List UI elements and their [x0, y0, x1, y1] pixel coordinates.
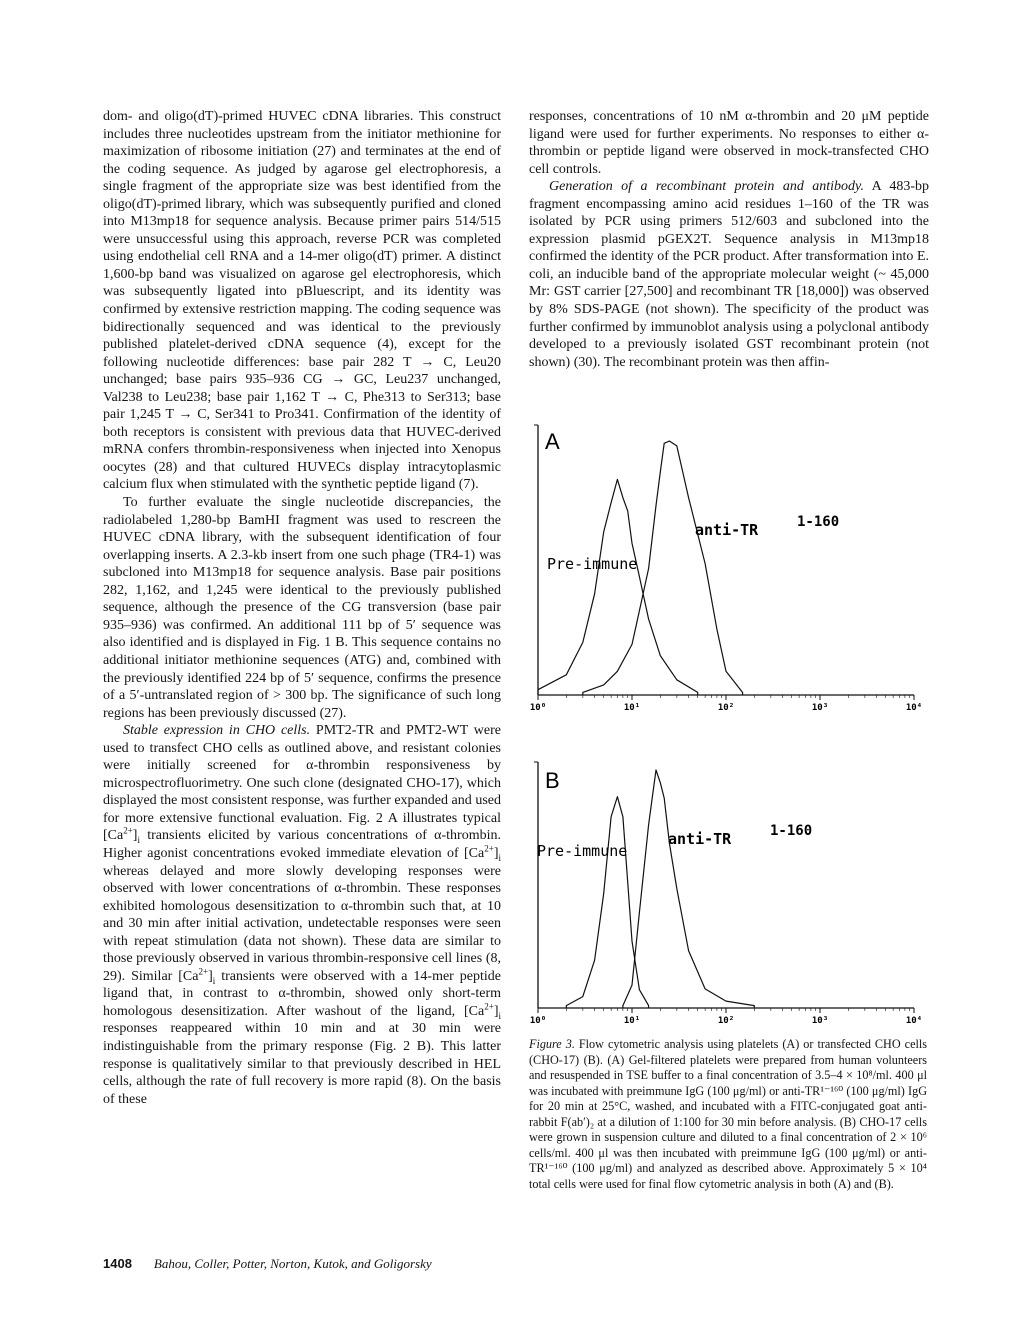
series-line-anti-tr: [623, 770, 754, 1008]
x-tick-label: 10²: [717, 1016, 735, 1026]
x-tick-label: 10⁰: [529, 703, 547, 713]
i-subscript: i: [137, 835, 140, 846]
page-footer: [103, 1256, 432, 1272]
right-column-top: [529, 108, 929, 371]
generation-text: A 483-bp fragment encompassing amino acid residues 1–160 of the TR was isolated by PCR using primers 512/603 and subcloned into the expression plasmid pGEX2T. Sequence analysis in M13mp18 confirmed the identity of the PCR product. After transformation into E. coli, an inducible band of the appropriate molecular weight (~ 45,000 Mr: GST carrier [27,500] and recombinant TR [18,000]) was observed by 8% SDS-PAGE (not shown). The specificity of the product was further confirmed by immunoblot analysis using a polyclonal antibody developed to a previously isolated GST recombinant protein (not shown) (30). The recombinant protein was then affin-: [529, 179, 930, 370]
series-line-pre-immune: [566, 797, 648, 1008]
figure-caption: [529, 1037, 927, 1192]
stable-text-6: responses reappeared within 10 min and at 30 min were indistinguishable from the primary response (Fig. 2 B). This latter response is qualitatively similar to that previously described in HEL cells, although the rate of full recovery is more rapid (8). On the basis of these: [103, 1021, 501, 1107]
paragraph-generation: [529, 178, 929, 371]
x-tick-label: 10²: [717, 703, 735, 713]
stable-text-2d: ]: [493, 1003, 499, 1019]
paragraph-stable-expression: [103, 722, 501, 1108]
series-label-anti-tr-superscript: 1-160: [770, 823, 813, 839]
i-subscript: i: [498, 852, 501, 863]
paragraph-cdna: dom- and oligo(dT)-primed HUVEC cDNA libraries. This construct includes three nucleotides upstream from the initiator methionine for maximization of ribosome initiation (27) and terminates at the end of the coding sequence. As judged by agarose gel electrophoresis, a single fragment of the appropriate size was best identified from the oligo(dT)-primed library, which was subsequently purified and cloned into M13mp18 for sequence analysis. Because primer pairs 514/515 were unsuccessful using this approach, reverse PCR was completed using endothelial cell RNA and a 14-mer oligo(dT) primer. A distinct 1,600-bp band was visualized on agarose gel electrophoresis, which was subsequently ligated into pBluescript, and its identity was confirmed by extensive restriction mapping. The coding sequence was bidirectionally sequenced and was identical to the previously published platelet-derived cDNA sequence (4), except for the following nucleotide differences: base pair 282 T → C, Leu20 unchanged; base pairs 935–936 CG → GC, Leu237 unchanged, Val238 to Leu238; base pair 1,162 T → C, Phe313 to Ser313; base pair 1,245 T → C, Ser341 to Pro341. Confirmation of the identity of both receptors is consistent with previous data that HUVEC-derived mRNA confers thrombin-responsiveness when injected into Xenopus oocytes (28) and that cultured HUVECs display intracytoplasmic calcium flux when stimulated with the synthetic peptide ligand (7).: [103, 109, 501, 493]
series-label-anti-tr: anti-TR: [668, 830, 732, 848]
x-tick-label: 10⁴: [905, 703, 923, 713]
figure-panel-b: [529, 758, 933, 1028]
stable-text-5: transients were observed with a 14-mer peptide ligand that, in contrast to α-thrombin, showed only short-term homologous desensitization. After washout of the ligand, [Ca: [103, 968, 501, 1019]
caption-text: Flow cytometric analysis using platelets (A) or transfected CHO cells (CHO-17) (B). (A) Gel-filtered platelets were prepared from human volunteers and resuspended in TSE buffer to a final concentration of 3.5–4 × 10⁸/ml. 400 μl was incubated with preimmune IgG (100 μg/ml) or anti-TR¹⁻¹⁶⁰ (100 μg/ml) IgG for 20 min at 25°C, washed, and incubated with a FITC-conjugated goat anti-rabbit F(ab′)₂ at a dilution of 1:100 for 30 min before analysis. (B) CHO-17 cells were grown in suspension culture and diluted to a final concentration of 2 × 10⁶ cells/ml. 400 μl was then incubated with preimmune IgG (100 μg/ml) or anti-TR¹⁻¹⁶⁰ (100 μg/ml) and analyzed as described above. Approximately 5 × 10⁴ total cells were used for final flow cytometric analysis in both (A) and (B).: [529, 1037, 927, 1191]
ca-superscript: 2+: [198, 966, 209, 977]
panel-letter: B: [545, 768, 560, 793]
stable-text-4: whereas delayed and more slowly developing responses were observed with lower concentrations of α-thrombin. These responses exhibited homologous desensitization to α-thrombin such that, at 10 and 30 min after initial activation, undetectable responses were seen with repeat stimulation (data not shown). These data are similar to those previously observed in various thrombin-responsive cell lines (8, 29). Similar [Ca: [103, 863, 501, 984]
histogram-a: [529, 423, 933, 713]
series-label-anti-tr-superscript: 1-160: [797, 514, 840, 530]
paragraph-nucleotide: To further evaluate the single nucleotide discrepancies, the radiolabeled 1,280-bp BamHI fragment was used to rescreen the HUVEC cDNA library, with the subsequent identification of four overlapping inserts. A 2.3-kb insert from one such phage (TR4-1) was subcloned into M13mp18 for sequence analysis. Base pair positions 282, 1,162, and 1,245 were identical to the previously published sequence, although the presence of the CG transversion (base pair 935–936) was confirmed. An additional 111 bp of 5′ sequence was also identified and is displayed in Fig. 1 B. This sequence contains no additional initiator methionine sequences (ATG) and, combined with the previously identified 224 bp of 5′ sequence, confirms the presence of a 5′-untranslated region of > 300 bp. The significance of such long regions has been previously discussed (27).: [103, 495, 501, 721]
histogram-b: [529, 758, 933, 1028]
x-tick-label: 10⁴: [905, 1016, 923, 1026]
ca-superscript: 2+: [123, 825, 133, 836]
paragraph-responses: responses, concentrations of 10 nM α-thrombin and 20 μM peptide ligand were used for further experiments. No responses to either α-thrombin or peptide ligand were observed in mock-transfected CHO cell controls.: [529, 109, 929, 177]
x-tick-label: 10¹: [623, 1016, 641, 1026]
stable-text-2: ]: [132, 828, 138, 844]
x-tick-label: 10³: [811, 1016, 829, 1026]
generation-heading: Generation of a recombinant protein and antibody.: [549, 179, 864, 195]
stable-text-1: PMT2-TR and PMT2-WT were used to transfect CHO cells as outlined above, and resistant colonies were initially screened for α-thrombin responsiveness by microspectrofluorimetry. One such clone (designated CHO-17), which displayed the most consistent response, was further expanded and used for more extensive functional evaluation. Fig. 2 A illustrates typical [Ca: [103, 723, 502, 844]
footer-authors: Bahou, Coller, Potter, Norton, Kutok, and Goligorsky: [153, 1256, 432, 1271]
stable-text-2c: ]: [208, 968, 213, 984]
ca-superscript: 2+: [484, 843, 494, 854]
series-line-pre-immune: [538, 479, 698, 695]
page-number: 1408: [103, 1256, 132, 1271]
i-subscript: i: [212, 975, 216, 986]
left-column: [103, 108, 501, 1108]
stable-text-2b: ]: [493, 845, 499, 861]
x-tick-label: 10⁰: [529, 1016, 547, 1026]
x-tick-label: 10³: [811, 703, 829, 713]
ca-superscript: 2+: [484, 1001, 494, 1012]
series-label-pre-immune: Pre-immune: [537, 842, 628, 860]
series-label-anti-tr: anti-TR: [695, 521, 759, 539]
figure-panel-a: [529, 423, 933, 713]
stable-heading: Stable expression in CHO cells.: [123, 723, 311, 739]
stable-text-3: transients elicited by various concentrations of α-thrombin. Higher agonist concentrations evoked immediate elevation of [Ca: [103, 828, 501, 861]
panel-letter: A: [545, 429, 560, 454]
x-tick-label: 10¹: [623, 703, 641, 713]
caption-title: Figure 3.: [529, 1037, 575, 1051]
i-subscript: i: [498, 1010, 501, 1021]
series-label-pre-immune: Pre-immune: [547, 555, 638, 573]
